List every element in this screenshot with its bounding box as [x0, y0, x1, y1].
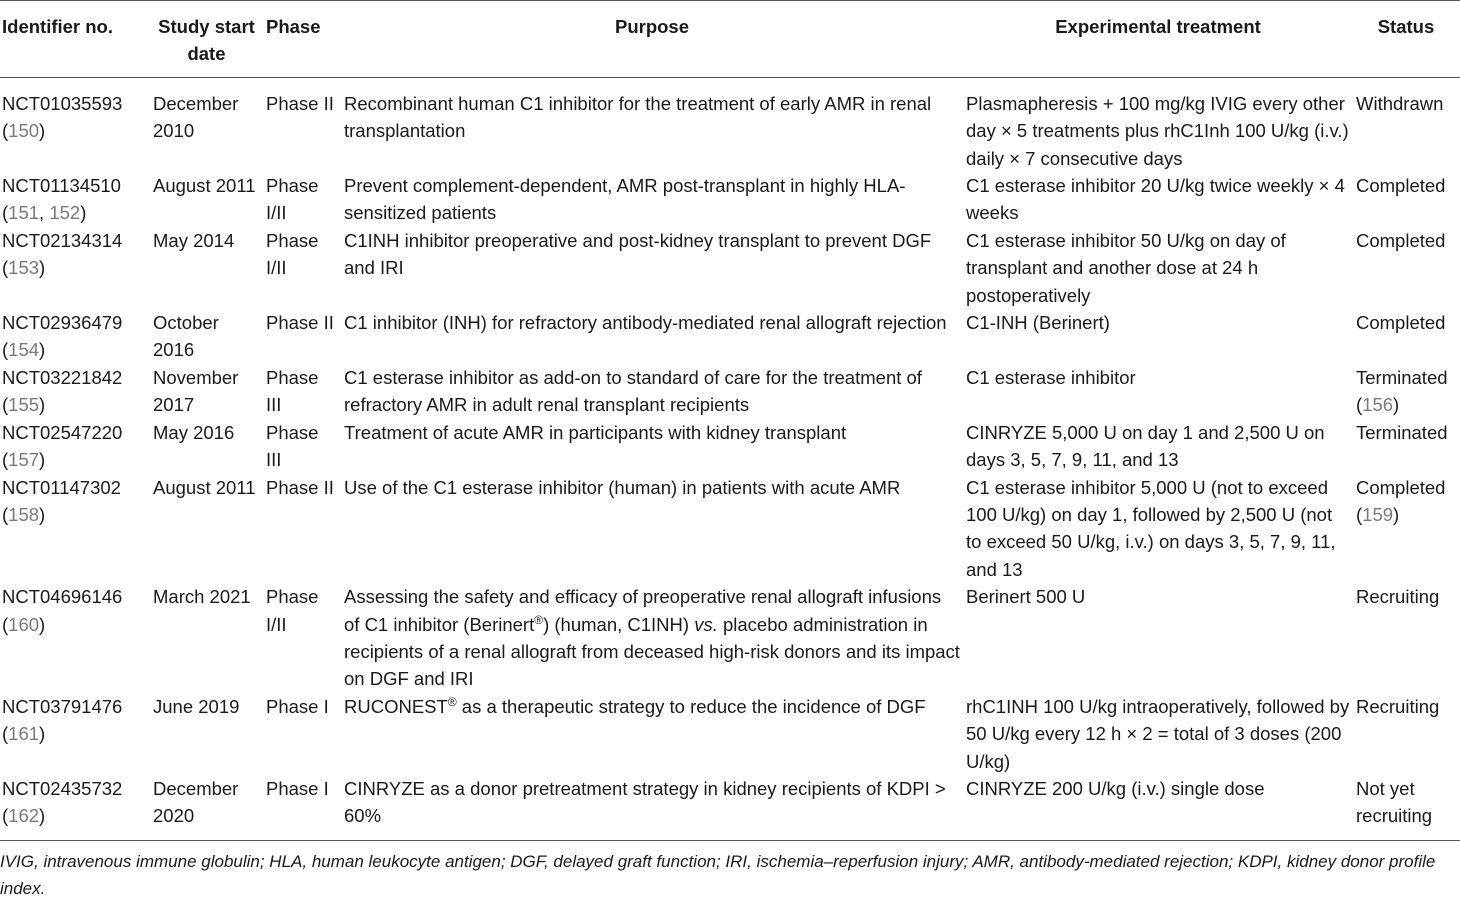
purpose-cell: C1 inhibitor (INH) for refractory antibody-mediated renal allograft rejection — [344, 312, 947, 334]
treatment-cell: C1-INH (Berinert) — [966, 312, 1110, 334]
reference-link[interactable]: 154 — [8, 339, 40, 361]
reference-link[interactable]: 159 — [1362, 503, 1394, 525]
phase-cell: Phase I/II — [266, 229, 319, 279]
identifier-cell — [0, 227, 151, 309]
ref-paren: ) — [1393, 394, 1400, 416]
ref-paren: ) — [39, 339, 46, 361]
table-row — [0, 364, 1460, 419]
nct-id: NCT02936479 — [2, 312, 123, 334]
reference-link[interactable]: 162 — [8, 805, 40, 827]
ref-paren: ) — [39, 120, 46, 142]
ref-paren: ) — [39, 394, 46, 416]
reference-link[interactable]: 155 — [8, 394, 40, 416]
status-cell: Terminated — [1356, 421, 1448, 443]
ref-paren: ( — [2, 723, 9, 745]
nct-id: NCT02435732 — [2, 777, 123, 799]
status-text: Terminated — [1356, 366, 1448, 388]
identifier-cell — [0, 775, 151, 840]
ref-paren: ( — [1356, 394, 1363, 416]
phase-cell: Phase II — [266, 312, 334, 334]
purpose-text: ) (human, C1INH) — [543, 613, 695, 635]
start-date-cell: August 2011 — [153, 175, 256, 197]
phase-cell: Phase I — [264, 775, 342, 840]
ref-paren: ) — [39, 805, 46, 827]
identifier-cell — [0, 474, 151, 584]
purpose-versus: vs. — [694, 613, 718, 635]
treatment-cell: C1 esterase inhibitor 20 U/kg twice weekly × 4 weeks — [966, 175, 1345, 224]
treatment-cell: CINRYZE 5,000 U on day 1 and 2,500 U on days 3, 5, 7, 9, 11, and 13 — [966, 421, 1325, 471]
reference-link[interactable]: 156 — [1362, 394, 1394, 416]
table-body — [0, 77, 1460, 840]
ref-paren: ( — [2, 120, 9, 142]
identifier-cell — [0, 419, 151, 474]
treatment-cell: CINRYZE 200 U/kg (i.v.) single dose — [964, 775, 1354, 840]
phase-cell: Phase I/II — [266, 586, 319, 635]
status-cell: Completed — [1356, 312, 1446, 334]
table-row — [0, 419, 1460, 474]
phase-cell: Phase III — [266, 366, 319, 416]
treatment-cell: C1 esterase inhibitor 50 U/kg on day of transplant and another dose at 24 h postoperatively — [966, 229, 1286, 306]
status-cell: Completed — [1356, 175, 1446, 197]
purpose-cell: C1 esterase inhibitor as add-on to standard of care for the treatment of refractory AMR in adult renal transplant recipients — [344, 366, 922, 416]
identifier-cell — [0, 583, 151, 693]
phase-cell: Phase I/II — [266, 175, 319, 224]
ref-paren: ) — [1393, 503, 1400, 525]
header-purpose: Purpose — [342, 1, 964, 78]
treatment-cell: C1 esterase inhibitor — [966, 366, 1136, 388]
ref-paren: ) — [39, 503, 46, 525]
registered-mark: ® — [447, 694, 457, 709]
start-date-cell: March 2021 — [153, 586, 251, 608]
purpose-cell: Prevent complement-dependent, AMR post-transplant in highly HLA-sensitized patients — [344, 175, 906, 224]
nct-id: NCT01134510 — [2, 175, 121, 197]
table-row — [0, 77, 1460, 172]
registered-mark: ® — [534, 612, 544, 627]
ref-paren: ( — [2, 503, 9, 525]
reference-link[interactable]: 158 — [8, 503, 40, 525]
status-cell: Withdrawn — [1356, 92, 1444, 114]
ref-paren: ) — [80, 202, 87, 224]
start-date-cell: May 2014 — [153, 229, 235, 251]
table-header — [0, 1, 1460, 78]
start-date-cell: October 2016 — [153, 312, 219, 361]
treatment-cell: Plasmapheresis + 100 mg/kg IVIG every other day × 5 treatments plus rhC1Inh 100 U/kg (i.v.) daily × 7 consecutive days — [966, 92, 1349, 169]
ref-paren: ( — [2, 257, 9, 279]
table-footnote: IVIG, intravenous immune globulin; HLA, human leukocyte antigen; DGF, delayed graft function; IRI, ischemia–reperfusion injury; AMR, antibody-mediated rejection; KDPI, kidney donor profile index. — [0, 852, 1436, 898]
identifier-cell — [0, 364, 151, 419]
phase-cell: Phase II — [266, 476, 334, 498]
purpose-cell: Treatment of acute AMR in participants with kidney transplant — [344, 421, 847, 443]
ref-separator: , — [39, 202, 50, 224]
status-cell: Recruiting — [1356, 586, 1440, 608]
ref-paren: ( — [2, 394, 9, 416]
purpose-text: as a therapeutic strategy to reduce the incidence of DGF — [456, 695, 926, 717]
purpose-cell: Recombinant human C1 inhibitor for the treatment of early AMR in renal transplantation — [344, 92, 932, 142]
identifier-cell — [0, 309, 151, 364]
purpose-text: RUCONEST — [344, 695, 448, 717]
start-date-cell: May 2016 — [153, 421, 235, 443]
nct-id: NCT02547220 — [2, 421, 123, 443]
ref-paren: ) — [39, 449, 46, 471]
phase-cell: Phase I — [266, 695, 329, 717]
nct-id: NCT04696146 — [2, 586, 123, 608]
reference-link[interactable]: 150 — [8, 120, 40, 142]
status-cell — [1354, 364, 1460, 419]
phase-cell: Phase II — [266, 92, 334, 114]
table-row — [0, 227, 1460, 309]
identifier-cell — [0, 693, 151, 775]
reference-link[interactable]: 161 — [8, 723, 40, 745]
purpose-cell: C1INH inhibitor preoperative and post-kidney transplant to prevent DGF and IRI — [344, 229, 932, 279]
table-row — [0, 474, 1460, 584]
reference-link[interactable]: 160 — [8, 613, 40, 635]
identifier-cell — [0, 77, 151, 172]
status-cell: Completed — [1356, 229, 1446, 251]
start-date-cell: November 2017 — [153, 366, 239, 416]
table-row — [0, 693, 1460, 775]
header-status: Status — [1354, 1, 1460, 78]
treatment-cell: Berinert 500 U — [966, 586, 1086, 608]
ref-paren: ( — [2, 805, 9, 827]
header-identifier: Identifier no. — [0, 1, 151, 78]
nct-id: NCT01035593 — [2, 92, 123, 114]
start-date-cell: June 2019 — [153, 695, 240, 717]
purpose-cell: Use of the C1 esterase inhibitor (human) in patients with acute AMR — [344, 476, 901, 498]
reference-link[interactable]: 151 — [8, 202, 40, 224]
start-date-cell: August 2011 — [153, 476, 256, 498]
treatment-cell: rhC1INH 100 U/kg intraoperatively, followed by 50 U/kg every 12 h × 2 = total of 3 doses (200 U/kg) — [966, 695, 1350, 772]
nct-id: NCT03221842 — [2, 366, 123, 388]
purpose-text: Assessing the safety and efficacy of preoperative renal allograft infusions of C1 inhibitor (Berinert — [344, 586, 942, 635]
ref-paren: ) — [39, 723, 46, 745]
status-text: Completed — [1356, 476, 1446, 498]
identifier-cell — [0, 172, 151, 227]
header-row — [0, 1, 1460, 78]
nct-id: NCT02134314 — [2, 229, 123, 251]
reference-link[interactable]: 153 — [8, 257, 40, 279]
table-row — [0, 583, 1460, 693]
table-row — [0, 309, 1460, 364]
ref-paren: ( — [2, 339, 9, 361]
table-row — [0, 172, 1460, 227]
ref-paren: ) — [39, 613, 46, 635]
purpose-cell: CINRYZE as a donor pretreatment strategy in kidney recipients of KDPI > 60% — [342, 775, 964, 840]
purpose-cell — [342, 693, 964, 775]
header-phase: Phase — [264, 1, 342, 78]
treatment-cell: C1 esterase inhibitor 5,000 U (not to exceed 100 U/kg) on day 1, followed by 2,500 U (not to exceed 50 U/kg, i.v.) on days 3, 5, 7, 9, 11, and 13 — [966, 476, 1336, 580]
header-experimental-treatment: Experimental treatment — [964, 1, 1354, 78]
ref-paren: ( — [1356, 503, 1363, 525]
purpose-text: placebo administration in recipients of a renal allograft from deceased high-risk donors and its impact on DGF and IRI — [344, 613, 960, 690]
status-cell — [1354, 474, 1460, 584]
start-date-cell: December 2010 — [153, 92, 239, 142]
reference-link[interactable]: 152 — [49, 202, 81, 224]
ref-paren: ( — [2, 613, 9, 635]
purpose-cell — [342, 583, 964, 693]
phase-cell: Phase III — [266, 421, 319, 471]
header-study-start-date: Study start date — [151, 1, 264, 78]
reference-link[interactable]: 157 — [8, 449, 40, 471]
ref-paren: ( — [2, 202, 9, 224]
nct-id: NCT03791476 — [2, 695, 123, 717]
table-row — [0, 775, 1460, 840]
ref-paren: ( — [2, 449, 9, 471]
nct-id: NCT01147302 — [2, 476, 121, 498]
start-date-cell: December 2020 — [151, 775, 264, 840]
status-cell: Recruiting — [1356, 695, 1440, 717]
status-cell: Not yet recruiting — [1354, 775, 1460, 840]
ref-paren: ) — [39, 257, 46, 279]
